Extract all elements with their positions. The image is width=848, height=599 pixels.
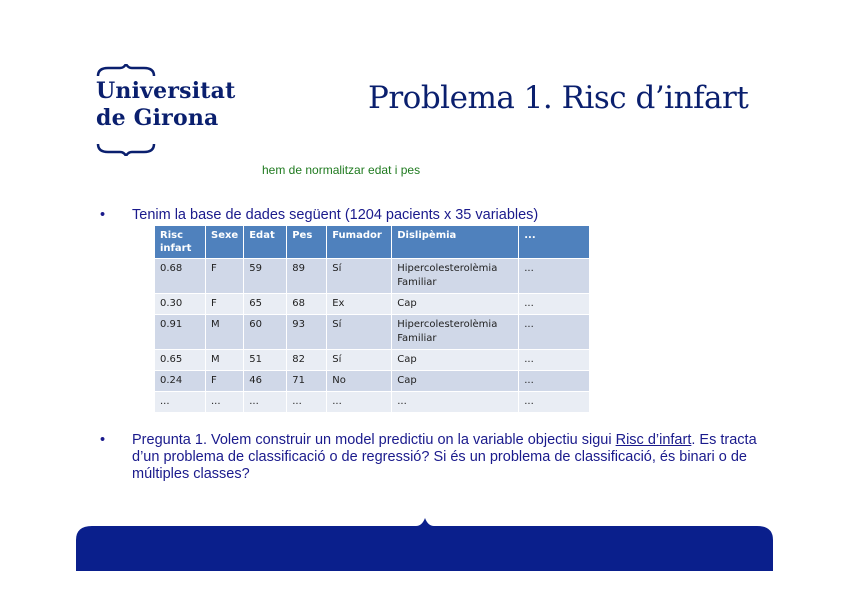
table-cell: Sí [327,259,392,294]
table-cell: 89 [287,259,327,294]
table-cell: Cap [392,350,519,371]
table-cell: ... [519,350,590,371]
logo-bottom-bracket-icon [96,142,156,156]
table-cell: ... [155,392,206,413]
table-cell: No [327,371,392,392]
table-cell: 59 [244,259,287,294]
question-text-end: . Es tracta d’un problema de classificació o de regressió? Si és un problema de classificació, és binari o de múltiples classes? [132,432,757,482]
table-cell: M [206,350,244,371]
table-cell: ... [206,392,244,413]
table-cell: 0.30 [155,294,206,315]
table-cell: ... [287,392,327,413]
table-cell: Cap [392,371,519,392]
logo-top-bracket-icon [96,64,156,78]
table-cell: Sí [327,350,392,371]
data-table [155,226,590,412]
column-header: Risc infart [155,226,206,259]
column-header: Dislipèmia [392,226,519,259]
table-cell: 65 [244,294,287,315]
table-row [155,392,590,413]
table-cell: ... [519,259,590,294]
table-row [155,371,590,392]
table-row [155,350,590,371]
table-cell: Hipercolesterolèmia Familiar [392,315,519,350]
table-cell: Hipercolesterolèmia Familiar [392,259,519,294]
slide-title: Problema 1. Risc d’infart [368,80,749,116]
table-cell: F [206,259,244,294]
table-cell: 0.24 [155,371,206,392]
table-cell: 0.91 [155,315,206,350]
question-text [132,432,772,483]
table-cell: ... [519,315,590,350]
table-cell: 0.68 [155,259,206,294]
bullet-marker: • [100,432,106,448]
bullet-marker: • [100,207,106,223]
question-text-start: Pregunta 1. Volem construir un model predictiu on la variable objectiu sigui [132,432,616,448]
table-cell: ... [519,392,590,413]
table-row [155,315,590,350]
column-header: Pes [287,226,327,259]
column-header: Sexe [206,226,244,259]
target-variable-text: Risc d’infart [615,432,692,448]
table-cell: 82 [287,350,327,371]
column-header: ... [519,226,590,259]
table-cell: F [206,371,244,392]
table-cell: 68 [287,294,327,315]
table-cell: ... [392,392,519,413]
table-cell: 71 [287,371,327,392]
table-cell: 51 [244,350,287,371]
table-row [155,259,590,294]
table-cell: M [206,315,244,350]
annotation-note: hem de normalitzar edat i pes [262,163,421,177]
column-header: Fumador [327,226,392,259]
table-cell: ... [519,294,590,315]
table-cell: 93 [287,315,327,350]
table-row [155,294,590,315]
bullet-text: Tenim la base de dades següent (1204 pacients x 35 variables) [132,207,539,223]
logo-text [96,78,235,132]
table-cell: F [206,294,244,315]
university-logo [96,64,246,159]
table-cell: Sí [327,315,392,350]
logo-line2: de Girona [96,105,219,131]
table-cell: 0.65 [155,350,206,371]
table-cell: 46 [244,371,287,392]
table-cell: ... [519,371,590,392]
table-cell: Cap [392,294,519,315]
logo-line1: Universitat [96,78,236,104]
table-cell: Ex [327,294,392,315]
column-header: Edat [244,226,287,259]
table-header-row [155,226,590,259]
footer-band [76,518,773,571]
table-cell: ... [244,392,287,413]
table-cell: 60 [244,315,287,350]
table-cell: ... [327,392,392,413]
